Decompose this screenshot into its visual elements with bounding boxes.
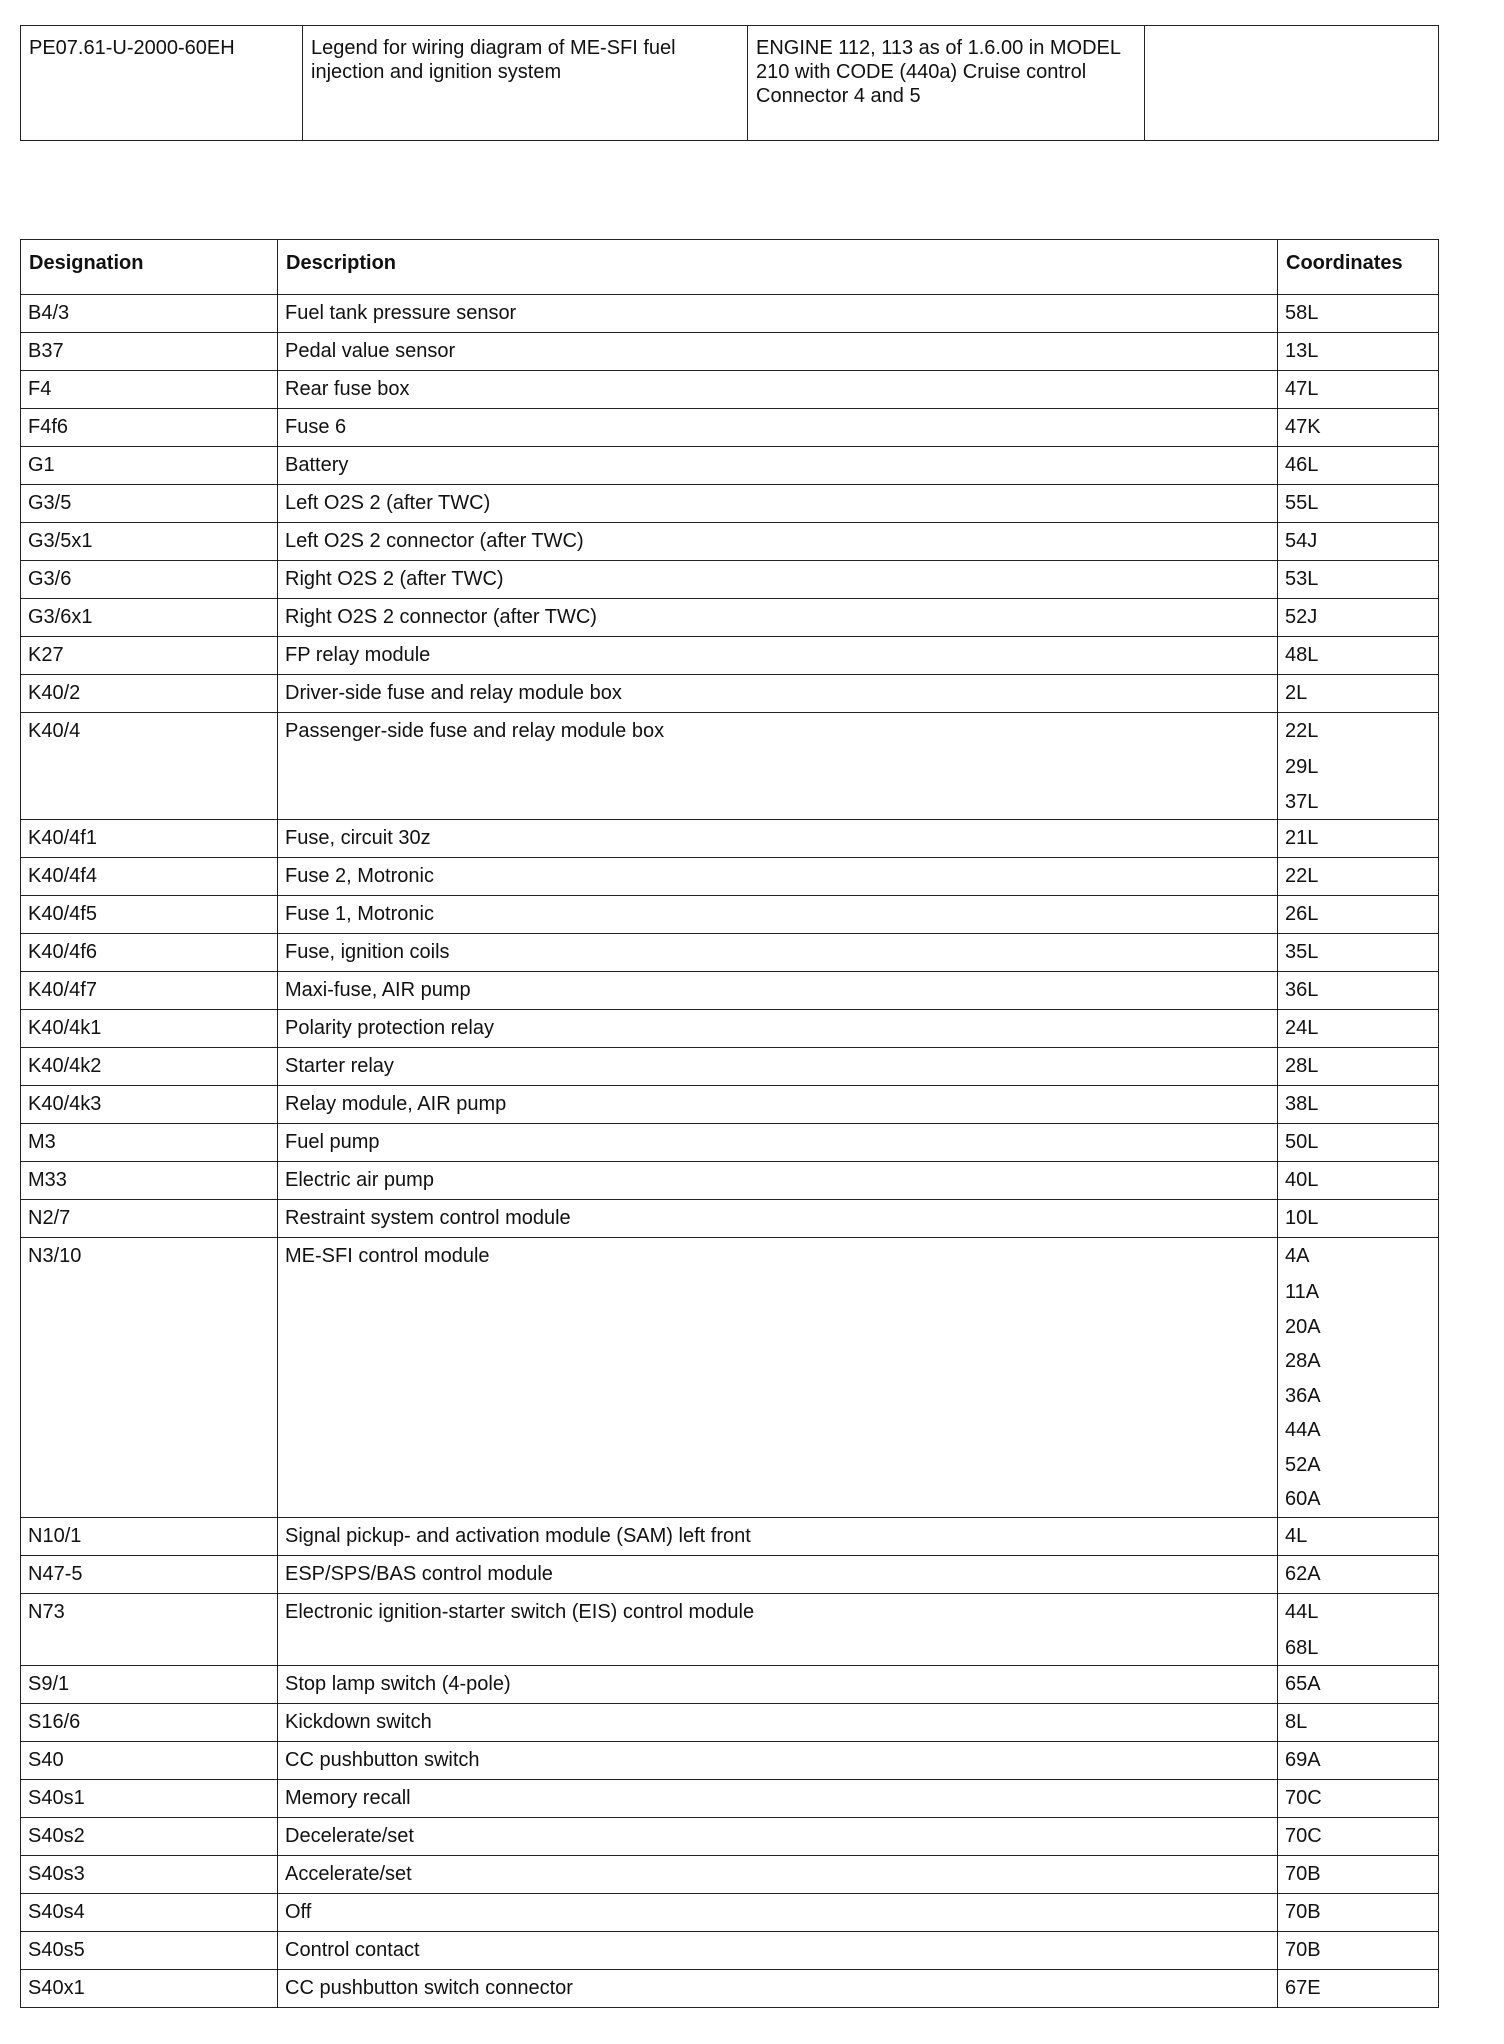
table-row [21,934,1439,972]
coordinates-cell [1278,1894,1439,1932]
coordinate-value: 65A [1285,1673,1321,1695]
coordinate-value: 4L [1285,1524,1308,1547]
table-row [21,713,1439,820]
description-cell: Signal pickup- and activation module (SAM) left front [278,1517,1278,1555]
description-cell: Restraint system control module [278,1200,1278,1238]
applicability-cell [748,26,1145,141]
description-cell: Electric air pump [278,1162,1278,1200]
table-row [21,561,1439,599]
designation-cell: S40s5 [21,1932,278,1970]
description-cell: Fuel tank pressure sensor [278,295,1278,333]
description-cell: Right O2S 2 (after TWC) [278,561,1278,599]
table-row [21,1048,1439,1086]
coordinates-cell [1278,1086,1439,1124]
designation-cell: K40/4k3 [21,1086,278,1124]
coordinate-value: 22L [1285,720,1319,742]
designation-cell: K40/4f7 [21,972,278,1010]
coordinates-cell [1278,1010,1439,1048]
coordinate-value: 37L [1285,790,1319,813]
coordinate-value: 70C [1285,1825,1322,1847]
table-row [21,675,1439,713]
description-cell: Starter relay [278,1048,1278,1086]
description-cell: Rear fuse box [278,371,1278,409]
coordinates-cell [1278,1200,1439,1238]
coordinates-cell [1278,333,1439,371]
description-cell: Decelerate/set [278,1818,1278,1856]
column-header-coordinates: Coordinates [1278,240,1439,295]
description-cell: CC pushbutton switch connector [278,1970,1278,2008]
coordinate-value: 53L [1285,568,1319,590]
coordinates-cell [1278,523,1439,561]
legend-table [20,239,1439,2008]
coordinate-value: 4A [1285,1245,1310,1267]
coordinate-value: 40L [1285,1169,1319,1191]
coordinate-value: 2L [1285,682,1308,704]
coordinates-cell [1278,599,1439,637]
description-cell: Driver-side fuse and relay module box [278,675,1278,713]
coordinate-value: 44A [1285,1419,1321,1441]
description-cell: Left O2S 2 connector (after TWC) [278,523,1278,561]
table-row [21,599,1439,637]
coordinate-value: 35L [1285,941,1319,963]
coordinate-value: 70B [1285,1939,1321,1961]
table-row [21,1517,1439,1555]
designation-cell: K40/4f6 [21,934,278,972]
description-cell: CC pushbutton switch [278,1742,1278,1780]
description-cell: ESP/SPS/BAS control module [278,1555,1278,1593]
description-cell: ME-SFI control module [278,1238,1278,1518]
coordinates-cell [1278,713,1439,820]
coordinate-value: 26L [1285,903,1319,925]
coordinate-value: 48L [1285,644,1319,666]
coordinate-value: 70B [1285,1863,1321,1885]
designation-cell: S40s3 [21,1856,278,1894]
description-cell: Polarity protection relay [278,1010,1278,1048]
designation-cell: N47-5 [21,1555,278,1593]
coordinate-value: 55L [1285,492,1319,514]
designation-cell: G3/6x1 [21,599,278,637]
coordinates-cell [1278,485,1439,523]
description-cell: Fuse 2, Motronic [278,858,1278,896]
table-row [21,1124,1439,1162]
table-row [21,1780,1439,1818]
table-row [21,523,1439,561]
description-cell: Stop lamp switch (4-pole) [278,1666,1278,1704]
designation-cell: G1 [21,447,278,485]
designation-cell: M3 [21,1124,278,1162]
description-cell: Battery [278,447,1278,485]
coordinate-value: 52A [1285,1453,1321,1476]
designation-cell: M33 [21,1162,278,1200]
coordinates-cell [1278,295,1439,333]
coordinates-cell [1278,1517,1439,1555]
coordinates-cell [1278,561,1439,599]
coordinate-value: 29L [1285,756,1319,778]
description-cell: Pedal value sensor [278,333,1278,371]
coordinates-cell [1278,1856,1439,1894]
table-row [21,1894,1439,1932]
designation-cell: F4f6 [21,409,278,447]
coordinate-value: 67E [1285,1977,1321,1999]
description-cell: Control contact [278,1932,1278,1970]
coordinate-value: 36A [1285,1384,1321,1407]
designation-cell: B37 [21,333,278,371]
designation-cell: G3/5 [21,485,278,523]
coordinate-value: 44L [1285,1600,1319,1623]
designation-cell: K40/4k2 [21,1048,278,1086]
coordinate-value: 22L [1285,865,1319,887]
coordinates-cell [1278,1704,1439,1742]
coordinate-value: 46L [1285,454,1319,476]
designation-cell: S16/6 [21,1704,278,1742]
description-cell: Fuse 1, Motronic [278,896,1278,934]
designation-cell: K40/4f5 [21,896,278,934]
designation-cell: B4/3 [21,295,278,333]
table-row [21,1200,1439,1238]
table-row [21,1593,1439,1666]
extra-cell [1145,26,1439,141]
designation-cell: K40/4f4 [21,858,278,896]
designation-cell: F4 [21,371,278,409]
table-row [21,447,1439,485]
coordinate-value: 28A [1285,1350,1321,1372]
designation-cell: K40/4f1 [21,820,278,858]
coordinate-value: 58L [1285,302,1319,324]
designation-cell: N2/7 [21,1200,278,1238]
coordinate-value: 68L [1285,1636,1319,1659]
coordinates-cell [1278,409,1439,447]
coordinate-value: 47L [1285,378,1319,400]
table-row [21,1970,1439,2008]
description-cell: Accelerate/set [278,1856,1278,1894]
description-cell: Fuse 6 [278,409,1278,447]
coordinates-cell [1278,1162,1439,1200]
designation-cell: K40/4 [21,713,278,820]
table-row [21,333,1439,371]
coordinates-cell [1278,675,1439,713]
table-row [21,1742,1439,1780]
designation-cell: K27 [21,637,278,675]
coordinates-cell [1278,858,1439,896]
coordinate-value: 20A [1285,1315,1321,1338]
description-cell: Passenger-side fuse and relay module box [278,713,1278,820]
doc-title-cell [303,26,748,141]
coordinates-cell [1278,1932,1439,1970]
description-cell: Fuse, circuit 30z [278,820,1278,858]
description-cell: Memory recall [278,1780,1278,1818]
coordinate-value: 8L [1285,1711,1308,1733]
description-cell: FP relay module [278,637,1278,675]
coordinate-value: 54J [1285,530,1318,552]
coordinate-value: 70B [1285,1901,1321,1923]
description-cell: Electronic ignition-starter switch (EIS) control module [278,1593,1278,1666]
coordinate-value: 70C [1285,1787,1322,1809]
description-cell: Fuse, ignition coils [278,934,1278,972]
description-cell: Relay module, AIR pump [278,1086,1278,1124]
description-cell: Off [278,1894,1278,1932]
description-cell: Kickdown switch [278,1704,1278,1742]
coordinates-cell [1278,820,1439,858]
table-row [21,896,1439,934]
coordinates-cell [1278,1780,1439,1818]
designation-cell: S40 [21,1742,278,1780]
designation-cell: S40s1 [21,1780,278,1818]
designation-cell: S9/1 [21,1666,278,1704]
coordinate-value: 21L [1285,827,1319,849]
table-row [21,409,1439,447]
coordinate-value: 69A [1285,1749,1321,1771]
coordinates-cell [1278,1970,1439,2008]
applicability-text: ENGINE 112, 113 as of 1.6.00 in MODEL 210 with CODE (440a) Cruise control [756,37,1121,83]
coordinates-cell [1278,972,1439,1010]
connector-text: Connector 4 and 5 [756,85,921,107]
table-row [21,858,1439,896]
table-row [21,1856,1439,1894]
coordinates-cell [1278,1555,1439,1593]
designation-cell: N73 [21,1593,278,1666]
coordinate-value: 38L [1285,1093,1319,1115]
column-header-description: Description [278,240,1278,295]
coordinate-value: 50L [1285,1131,1319,1153]
coordinate-value: 13L [1285,340,1319,362]
table-row [21,1932,1439,1970]
designation-cell: K40/2 [21,675,278,713]
coordinate-value: 11A [1285,1281,1320,1303]
description-cell: Maxi-fuse, AIR pump [278,972,1278,1010]
coordinate-value: 52J [1285,606,1318,628]
coordinates-cell [1278,447,1439,485]
coordinate-value: 24L [1285,1017,1319,1039]
coordinate-value: 36L [1285,979,1319,1001]
header-row [21,26,1439,141]
doc-code-cell [21,26,303,141]
coordinate-value: 47K [1285,416,1321,438]
coordinates-cell [1278,1666,1439,1704]
designation-cell: S40s4 [21,1894,278,1932]
coordinates-cell [1278,1593,1439,1666]
coordinates-cell [1278,1238,1439,1518]
table-row [21,371,1439,409]
table-row [21,637,1439,675]
coordinates-cell [1278,637,1439,675]
table-row [21,485,1439,523]
designation-cell: N3/10 [21,1238,278,1518]
description-cell: Left O2S 2 (after TWC) [278,485,1278,523]
legend-body [21,295,1439,2008]
table-row [21,1704,1439,1742]
table-row [21,1086,1439,1124]
coordinate-value: 28L [1285,1055,1319,1077]
coordinates-cell [1278,1124,1439,1162]
table-row [21,295,1439,333]
designation-cell: S40s2 [21,1818,278,1856]
table-row [21,1238,1439,1518]
doc-code: PE07.61-U-2000-60EH [29,37,235,59]
coordinates-cell [1278,1048,1439,1086]
designation-cell: S40x1 [21,1970,278,2008]
description-cell: Fuel pump [278,1124,1278,1162]
description-cell: Right O2S 2 connector (after TWC) [278,599,1278,637]
doc-title: Legend for wiring diagram of ME-SFI fuel injection and ignition system [311,37,676,83]
table-row [21,1555,1439,1593]
coordinate-value: 62A [1285,1562,1321,1585]
designation-cell: G3/6 [21,561,278,599]
legend-header-row [21,240,1439,295]
coordinates-cell [1278,1742,1439,1780]
coordinates-cell [1278,934,1439,972]
table-row [21,1666,1439,1704]
table-row [21,1818,1439,1856]
designation-cell: K40/4k1 [21,1010,278,1048]
designation-cell: G3/5x1 [21,523,278,561]
table-row [21,1010,1439,1048]
coordinate-value: 60A [1285,1488,1321,1510]
coordinates-cell [1278,371,1439,409]
designation-cell: N10/1 [21,1517,278,1555]
column-header-designation: Designation [21,240,278,295]
coordinate-value: 10L [1285,1207,1319,1229]
table-row [21,820,1439,858]
coordinates-cell [1278,896,1439,934]
table-row [21,972,1439,1010]
document-header-table [20,25,1439,141]
coordinates-cell [1278,1818,1439,1856]
table-row [21,1162,1439,1200]
